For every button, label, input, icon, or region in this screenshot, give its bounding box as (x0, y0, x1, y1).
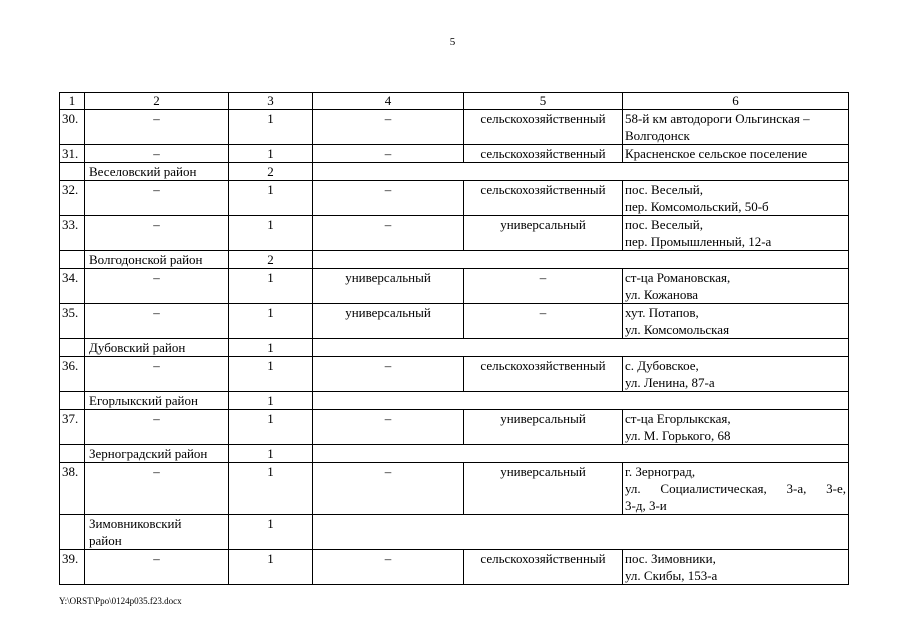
row-number: 39. (60, 550, 85, 585)
district-count: 1 (229, 515, 313, 550)
row-number: 32. (60, 181, 85, 216)
address-line: ст-ца Егорлыкская, (625, 411, 731, 426)
row-number: 35. (60, 304, 85, 339)
row-cell-3: 1 (229, 410, 313, 445)
row-cell-3: 1 (229, 269, 313, 304)
address-line: Волгодонск (625, 128, 690, 143)
address-line: ул. М. Горького, 68 (625, 428, 731, 443)
row-cell-4: – (313, 357, 464, 392)
address-line: ул. Скибы, 153-а (625, 568, 718, 583)
row-cell-2: – (85, 463, 229, 515)
row-cell-5: универсальный (464, 410, 623, 445)
header-cell-6: 6 (623, 93, 849, 110)
header-cell-1: 1 (60, 93, 85, 110)
district-name (85, 515, 229, 550)
district-empty-span (313, 445, 849, 463)
district-name-line: Дубовский район (89, 340, 186, 355)
row-address (623, 410, 849, 445)
address-line: хут. Потапов, (625, 305, 699, 320)
row-cell-5: сельскохозяйственный (464, 357, 623, 392)
district-name (85, 392, 229, 410)
header-cell-4: 4 (313, 93, 464, 110)
address-line: 3-д, 3-и (625, 498, 667, 513)
row-cell-4: – (313, 216, 464, 251)
district-empty-span (313, 392, 849, 410)
header-cell-2: 2 (85, 93, 229, 110)
district-empty-span (313, 515, 849, 550)
row-cell-4: – (313, 463, 464, 515)
address-line: Красненское сельское поселение (625, 146, 808, 161)
row-address (623, 181, 849, 216)
district-count: 2 (229, 251, 313, 269)
address-line: ул. Ленина, 87-а (625, 375, 715, 390)
district-row (60, 339, 849, 357)
row-cell-3: 1 (229, 145, 313, 163)
row-address (623, 269, 849, 304)
row-cell-2: – (85, 216, 229, 251)
row-cell-5: сельскохозяйственный (464, 110, 623, 145)
row-number: 37. (60, 410, 85, 445)
row-cell-4: – (313, 410, 464, 445)
row-cell-5: универсальный (464, 216, 623, 251)
district-name-line: Егорлыкский район (89, 393, 198, 408)
row-cell-2: – (85, 410, 229, 445)
district-name (85, 339, 229, 357)
district-count: 1 (229, 445, 313, 463)
district-empty-cell (60, 392, 85, 410)
address-line: ул. Социалистическая, 3-а, 3-е, (625, 481, 846, 496)
row-address (623, 145, 849, 163)
district-count: 1 (229, 339, 313, 357)
row-address (623, 216, 849, 251)
row-number: 31. (60, 145, 85, 163)
row-number: 34. (60, 269, 85, 304)
address-line: ул. Комсомольская (625, 322, 730, 337)
address-line: 58-й км автодороги Ольгинская – (625, 111, 810, 126)
district-count: 2 (229, 163, 313, 181)
row-cell-5: сельскохозяйственный (464, 181, 623, 216)
table-row (60, 269, 849, 304)
row-cell-4: – (313, 145, 464, 163)
table-row (60, 357, 849, 392)
district-count: 1 (229, 392, 313, 410)
district-row (60, 515, 849, 550)
row-cell-3: 1 (229, 110, 313, 145)
row-cell-2: – (85, 110, 229, 145)
row-cell-2: – (85, 357, 229, 392)
table-row (60, 145, 849, 163)
address-line: с. Дубовское, (625, 358, 699, 373)
row-cell-3: 1 (229, 216, 313, 251)
row-cell-2: – (85, 145, 229, 163)
row-cell-3: 1 (229, 304, 313, 339)
row-address (623, 357, 849, 392)
row-number: 36. (60, 357, 85, 392)
row-number: 30. (60, 110, 85, 145)
table-row (60, 304, 849, 339)
row-cell-5: – (464, 304, 623, 339)
table-row (60, 550, 849, 585)
row-address (623, 550, 849, 585)
row-cell-2: – (85, 269, 229, 304)
table-row (60, 110, 849, 145)
row-cell-5: сельскохозяйственный (464, 145, 623, 163)
row-address (623, 304, 849, 339)
table-row (60, 216, 849, 251)
row-cell-4: – (313, 181, 464, 216)
district-empty-cell (60, 445, 85, 463)
table-header-row (60, 93, 849, 110)
address-line: ст-ца Романовская, (625, 270, 731, 285)
district-name (85, 163, 229, 181)
district-name (85, 251, 229, 269)
row-number: 33. (60, 216, 85, 251)
row-cell-3: 1 (229, 550, 313, 585)
header-cell-5: 5 (464, 93, 623, 110)
row-cell-3: 1 (229, 357, 313, 392)
row-cell-5: – (464, 269, 623, 304)
district-row (60, 392, 849, 410)
row-number: 38. (60, 463, 85, 515)
district-row (60, 445, 849, 463)
table-row (60, 410, 849, 445)
table-row (60, 463, 849, 515)
table-body (60, 93, 849, 585)
header-cell-3: 3 (229, 93, 313, 110)
row-cell-2: – (85, 550, 229, 585)
row-cell-4: универсальный (313, 304, 464, 339)
row-cell-2: – (85, 181, 229, 216)
row-cell-4: универсальный (313, 269, 464, 304)
address-line: г. Зерноград, (625, 464, 696, 479)
file-path-footer: Y:\ORST\Ppo\0124p035.f23.docx (59, 596, 182, 606)
district-empty-span (313, 163, 849, 181)
district-name (85, 445, 229, 463)
district-name-line: Веселовский район (89, 164, 197, 179)
row-cell-4: – (313, 110, 464, 145)
district-name-line: Волгодонской район (89, 252, 203, 267)
row-cell-5: универсальный (464, 463, 623, 515)
district-name-line: район (89, 533, 122, 548)
district-empty-cell (60, 515, 85, 550)
address-line: пер. Комсомольский, 50-б (625, 199, 769, 214)
row-address (623, 110, 849, 145)
row-cell-3: 1 (229, 463, 313, 515)
address-line: пер. Промышленный, 12-а (625, 234, 772, 249)
district-name-line: Зерноградский район (89, 446, 208, 461)
row-cell-2: – (85, 304, 229, 339)
district-row (60, 251, 849, 269)
table-row (60, 181, 849, 216)
district-empty-span (313, 251, 849, 269)
address-line: ул. Кожанова (625, 287, 699, 302)
row-cell-4: – (313, 550, 464, 585)
district-empty-span (313, 339, 849, 357)
district-empty-cell (60, 339, 85, 357)
district-empty-cell (60, 163, 85, 181)
district-row (60, 163, 849, 181)
row-address (623, 463, 849, 515)
address-line: пос. Веселый, (625, 182, 703, 197)
row-cell-3: 1 (229, 181, 313, 216)
address-line: пос. Веселый, (625, 217, 703, 232)
address-line: пос. Зимовники, (625, 551, 716, 566)
row-cell-5: сельскохозяйственный (464, 550, 623, 585)
page-number: 5 (449, 36, 456, 48)
district-name-line: Зимовниковский (89, 516, 182, 531)
district-empty-cell (60, 251, 85, 269)
document-table (59, 92, 849, 585)
